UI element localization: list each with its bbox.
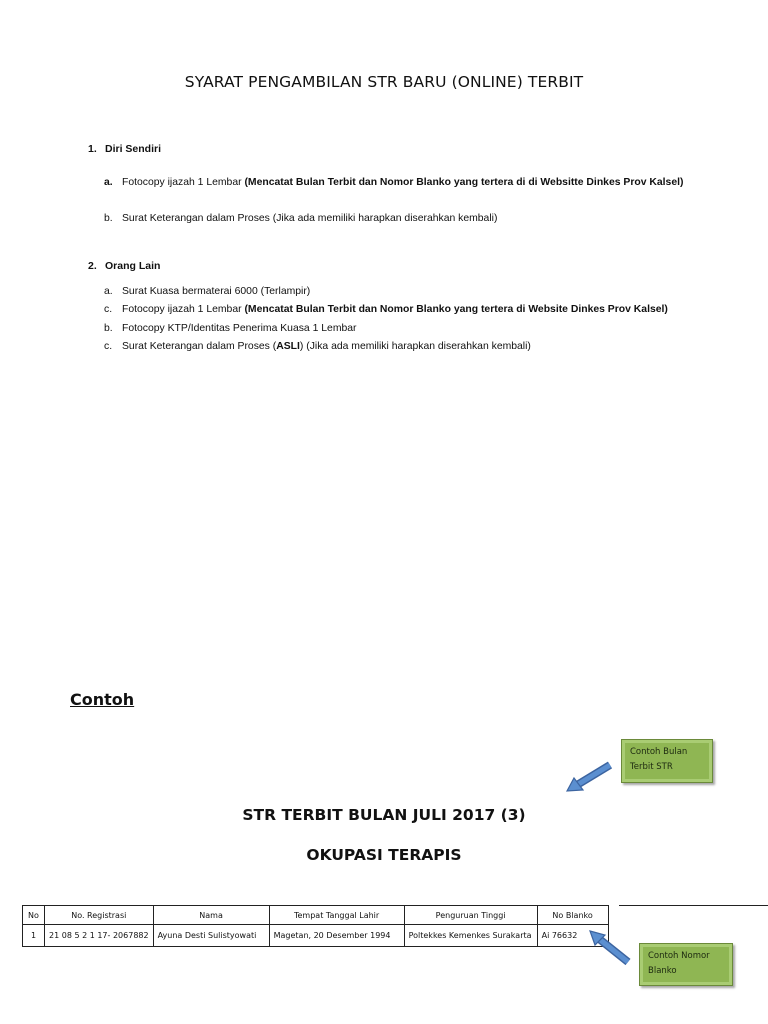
table-cell: Poltekkes Kemenkes Surakarta	[404, 925, 537, 947]
list-item	[104, 282, 704, 301]
table-header-cell: No Blanko	[537, 906, 608, 925]
section-2-heading	[88, 260, 160, 272]
list-item	[104, 173, 704, 192]
list-item-text: Fotocopy KTP/Identitas Penerima Kuasa 1 Lembar	[122, 323, 357, 334]
list-item-text: Fotocopy ijazah 1 Lembar	[122, 177, 245, 188]
list-marker: c.	[104, 304, 113, 315]
list-item-text: Surat Keterangan dalam Proses (	[122, 341, 277, 352]
section-2-title: Orang Lain	[105, 260, 161, 272]
list-item-bold-text: ASLI	[276, 341, 300, 352]
list-item-bold-text: (Mencatat Bulan Terbit dan Nomor Blanko yang tertera di Website Dinkes Prov Kalsel)	[244, 304, 668, 315]
callout-blanko: Contoh Nomor Blanko	[639, 943, 733, 986]
table-cell: Ai 76632	[537, 925, 608, 947]
list-item	[104, 337, 704, 356]
section-1-number: 1.	[88, 143, 97, 155]
callout-month: Contoh Bulan Terbit STR	[621, 739, 713, 783]
list-item	[104, 209, 704, 228]
list-item-bold-text: (Mencatat Bulan Terbit dan Nomor Blanko yang tertera di di Websitte Dinkes Prov Kalsel)	[244, 177, 684, 188]
arrow-to-month-icon	[565, 760, 615, 794]
list-item-text-after: ) (Jika ada memiliki harapkan diserahkan kembali)	[299, 341, 531, 352]
table-header-cell: Penguruan Tinggi	[404, 906, 537, 925]
list-marker: b.	[104, 323, 113, 334]
table-header-row	[23, 906, 609, 925]
section-1-heading	[88, 143, 161, 155]
list-marker: b.	[104, 213, 113, 224]
table-cell: Magetan, 20 Desember 1994	[269, 925, 404, 947]
list-item-text: Surat Kuasa bermaterai 6000 (Terlampir)	[122, 286, 311, 297]
arrow-to-blanko-icon	[588, 929, 638, 971]
list-item-text: Surat Keterangan dalam Proses (Jika ada memiliki harapkan diserahkan kembali)	[122, 213, 498, 224]
heading-profession: OKUPASI TERAPIS	[306, 846, 462, 864]
list-marker: a.	[104, 286, 113, 297]
list-item	[104, 300, 724, 319]
table-cell: 1	[23, 925, 45, 947]
str-table	[22, 905, 609, 947]
list-marker: c.	[104, 341, 113, 352]
table-header-cell: Nama	[153, 906, 269, 925]
table-extension-line	[619, 905, 768, 906]
list-marker: a.	[104, 177, 113, 188]
section-2-number: 2.	[88, 260, 97, 272]
table-row	[23, 925, 609, 947]
table-header-cell: No. Registrasi	[45, 906, 154, 925]
section-1-title: Diri Sendiri	[105, 143, 162, 155]
example-label: Contoh	[70, 690, 135, 709]
table-header-cell: No	[23, 906, 45, 925]
table-cell: 21 08 5 2 1 17- 2067882	[45, 925, 154, 947]
document-title: SYARAT PENGAMBILAN STR BARU (ONLINE) TERBIT	[184, 73, 584, 91]
heading-month: STR TERBIT BULAN JULI 2017 (3)	[242, 806, 526, 824]
list-item	[104, 319, 704, 338]
list-item-text: Fotocopy ijazah 1 Lembar	[122, 304, 245, 315]
table-header-cell: Tempat Tanggal Lahir	[269, 906, 404, 925]
table-cell: Ayuna Desti Sulistyowati	[153, 925, 269, 947]
